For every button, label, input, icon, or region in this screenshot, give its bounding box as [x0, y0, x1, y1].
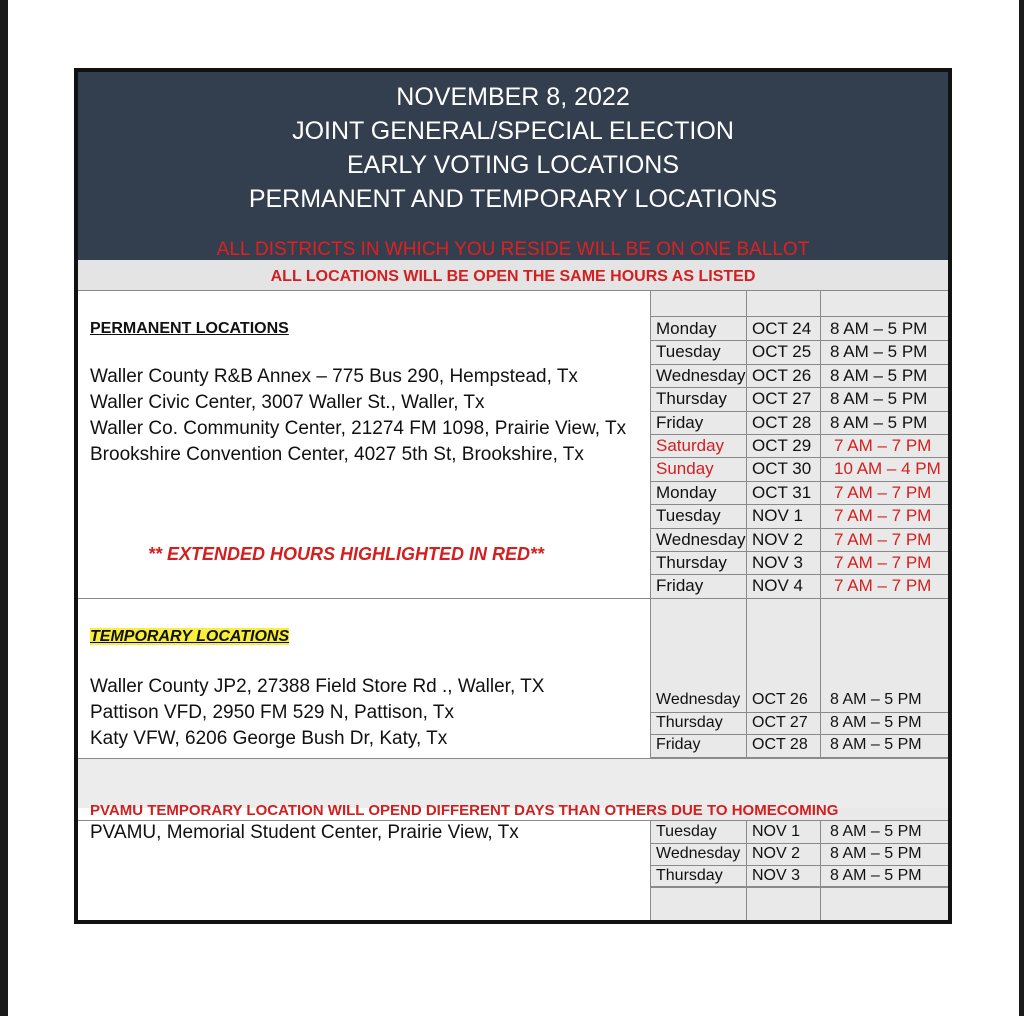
- schedule-hours: 7 AM – 7 PM: [834, 482, 932, 502]
- divider: [78, 290, 948, 291]
- column-divider: [650, 290, 651, 758]
- schedule-hours: 7 AM – 7 PM: [834, 553, 932, 572]
- divider: [78, 820, 948, 821]
- schedule-date: NOV 1: [752, 823, 801, 840]
- row-divider: [650, 457, 948, 458]
- pvamu-location: PVAMU, Memorial Student Center, Prairie View, Tx: [90, 822, 519, 843]
- hours-notice: ALL LOCATIONS WILL BE OPEN THE SAME HOURS AS LISTED: [78, 260, 948, 290]
- left-edge-bar: [0, 0, 8, 1016]
- schedule-date: NOV 2: [752, 529, 804, 549]
- voting-flyer: [74, 68, 952, 924]
- ballot-notice: ALL DISTRICTS IN WHICH YOU RESIDE WILL BE ON ONE BALLOT: [216, 239, 810, 258]
- schedule-day: Wednesday: [656, 691, 741, 708]
- schedule-day: Sunday: [656, 459, 714, 479]
- header-early-voting: EARLY VOTING LOCATIONS: [346, 151, 680, 179]
- header-location-types: PERMANENT AND TEMPORARY LOCATIONS: [248, 185, 778, 213]
- row-divider: [650, 574, 948, 575]
- schedule-hours: 8 AM – 5 PM: [830, 365, 928, 385]
- schedule-date: OCT 27: [752, 713, 808, 731]
- location-item: Pattison VFD, 2950 FM 529 N, Pattison, Tx: [90, 702, 454, 723]
- schedule-day: Tuesday: [656, 823, 717, 840]
- extended-hours-note: ** EXTENDED HOURS HIGHLIGHTED IN RED**: [148, 544, 545, 564]
- row-divider: [650, 551, 948, 552]
- schedule-day: Wednesday: [656, 365, 746, 385]
- column-divider: [820, 290, 821, 758]
- schedule-date: OCT 26: [752, 365, 812, 385]
- flyer-header: [78, 72, 948, 264]
- schedule-hours: 8 AM – 5 PM: [830, 319, 928, 338]
- schedule-day: Tuesday: [656, 342, 721, 362]
- column-divider: [820, 820, 821, 920]
- schedule-day: Friday: [656, 412, 704, 432]
- location-item: Waller Civic Center, 3007 Waller St., Waller, Tx: [90, 392, 485, 413]
- schedule-day: Monday: [656, 319, 717, 338]
- schedule-day: Monday: [656, 482, 717, 502]
- location-item: Waller County R&B Annex – 775 Bus 290, Hempstead, Tx: [90, 366, 578, 387]
- pvamu-note-band: [78, 758, 948, 808]
- schedule-day: Wednesday: [656, 845, 741, 862]
- row-divider: [650, 434, 948, 435]
- divider: [78, 758, 948, 759]
- row-divider: [650, 411, 948, 412]
- permanent-locations-title: PERMANENT LOCATIONS: [90, 320, 289, 337]
- column-divider: [746, 820, 747, 920]
- schedule-hours: 7 AM – 7 PM: [834, 506, 932, 526]
- row-divider: [650, 887, 948, 888]
- schedule-date: NOV 1: [752, 506, 804, 526]
- schedule-day: Friday: [656, 576, 704, 596]
- schedule-hours: 10 AM – 4 PM: [834, 459, 941, 479]
- schedule-date: NOV 2: [752, 845, 801, 862]
- schedule-date: OCT 31: [752, 482, 812, 502]
- row-divider: [650, 757, 948, 758]
- schedule-hours: 8 AM – 5 PM: [830, 342, 928, 362]
- schedule-day: Thursday: [656, 389, 727, 409]
- schedule-day: Saturday: [656, 436, 725, 455]
- row-divider: [650, 734, 948, 735]
- temporary-locations-title: TEMPORARY LOCATIONS: [90, 628, 290, 645]
- row-divider: [650, 865, 948, 866]
- schedule-hours: 7 AM – 7 PM: [834, 436, 932, 455]
- row-divider: [650, 504, 948, 505]
- schedule-day: Thursday: [656, 553, 727, 572]
- schedule-hours: 8 AM – 5 PM: [830, 691, 922, 708]
- pvamu-note: PVAMU TEMPORARY LOCATION WILL OPEND DIFFERENT DAYS THAN OTHERS DUE TO HOMECOMING: [90, 802, 839, 819]
- row-divider: [650, 340, 948, 341]
- schedule-hours: 8 AM – 5 PM: [830, 389, 928, 409]
- schedule-date: OCT 30: [752, 459, 812, 479]
- schedule-date: OCT 28: [752, 736, 808, 753]
- schedule-hours: 8 AM – 5 PM: [830, 713, 922, 731]
- schedule-date: NOV 3: [752, 867, 801, 884]
- row-divider: [650, 481, 948, 482]
- right-edge-bar: [1019, 0, 1024, 1016]
- schedule-day: Wednesday: [656, 529, 746, 549]
- location-item: Brookshire Convention Center, 4027 5th St, Brookshire, Tx: [90, 444, 584, 465]
- schedule-date: OCT 28: [752, 412, 812, 432]
- schedule-hours: 8 AM – 5 PM: [830, 867, 922, 884]
- divider: [650, 316, 948, 317]
- election-name: JOINT GENERAL/SPECIAL ELECTION: [292, 117, 734, 145]
- row-divider: [650, 528, 948, 529]
- schedule-date: OCT 24: [752, 319, 812, 338]
- schedule-day: Tuesday: [656, 506, 721, 526]
- schedule-day: Friday: [656, 736, 701, 753]
- row-divider: [650, 364, 948, 365]
- row-divider: [650, 387, 948, 388]
- schedule-date: NOV 4: [752, 576, 804, 596]
- row-divider: [650, 598, 948, 599]
- schedule-date: NOV 3: [752, 553, 804, 572]
- schedule-day: Thursday: [656, 713, 723, 731]
- schedule-hours: 8 AM – 5 PM: [830, 412, 928, 432]
- location-item: Waller County JP2, 27388 Field Store Rd ., Waller, TX: [90, 676, 545, 697]
- row-divider: [650, 712, 948, 713]
- election-date: NOVEMBER 8, 2022: [396, 83, 630, 111]
- location-item: Katy VFW, 6206 George Bush Dr, Katy, Tx: [90, 728, 448, 749]
- row-divider: [650, 843, 948, 844]
- column-divider: [650, 820, 651, 920]
- schedule-date: OCT 29: [752, 436, 812, 455]
- schedule-date: OCT 26: [752, 691, 808, 708]
- column-divider: [746, 290, 747, 758]
- schedule-date: OCT 27: [752, 389, 812, 409]
- schedule-hours: 7 AM – 7 PM: [834, 529, 932, 549]
- schedule-day: Thursday: [656, 867, 723, 884]
- schedule-hours: 8 AM – 5 PM: [830, 736, 922, 753]
- schedule-date: OCT 25: [752, 342, 812, 362]
- schedule-hours: 7 AM – 7 PM: [834, 576, 932, 596]
- schedule-hours: 8 AM – 5 PM: [830, 845, 922, 862]
- location-item: Waller Co. Community Center, 21274 FM 1098, Prairie View, Tx: [90, 418, 627, 439]
- schedule-hours: 8 AM – 5 PM: [830, 823, 922, 840]
